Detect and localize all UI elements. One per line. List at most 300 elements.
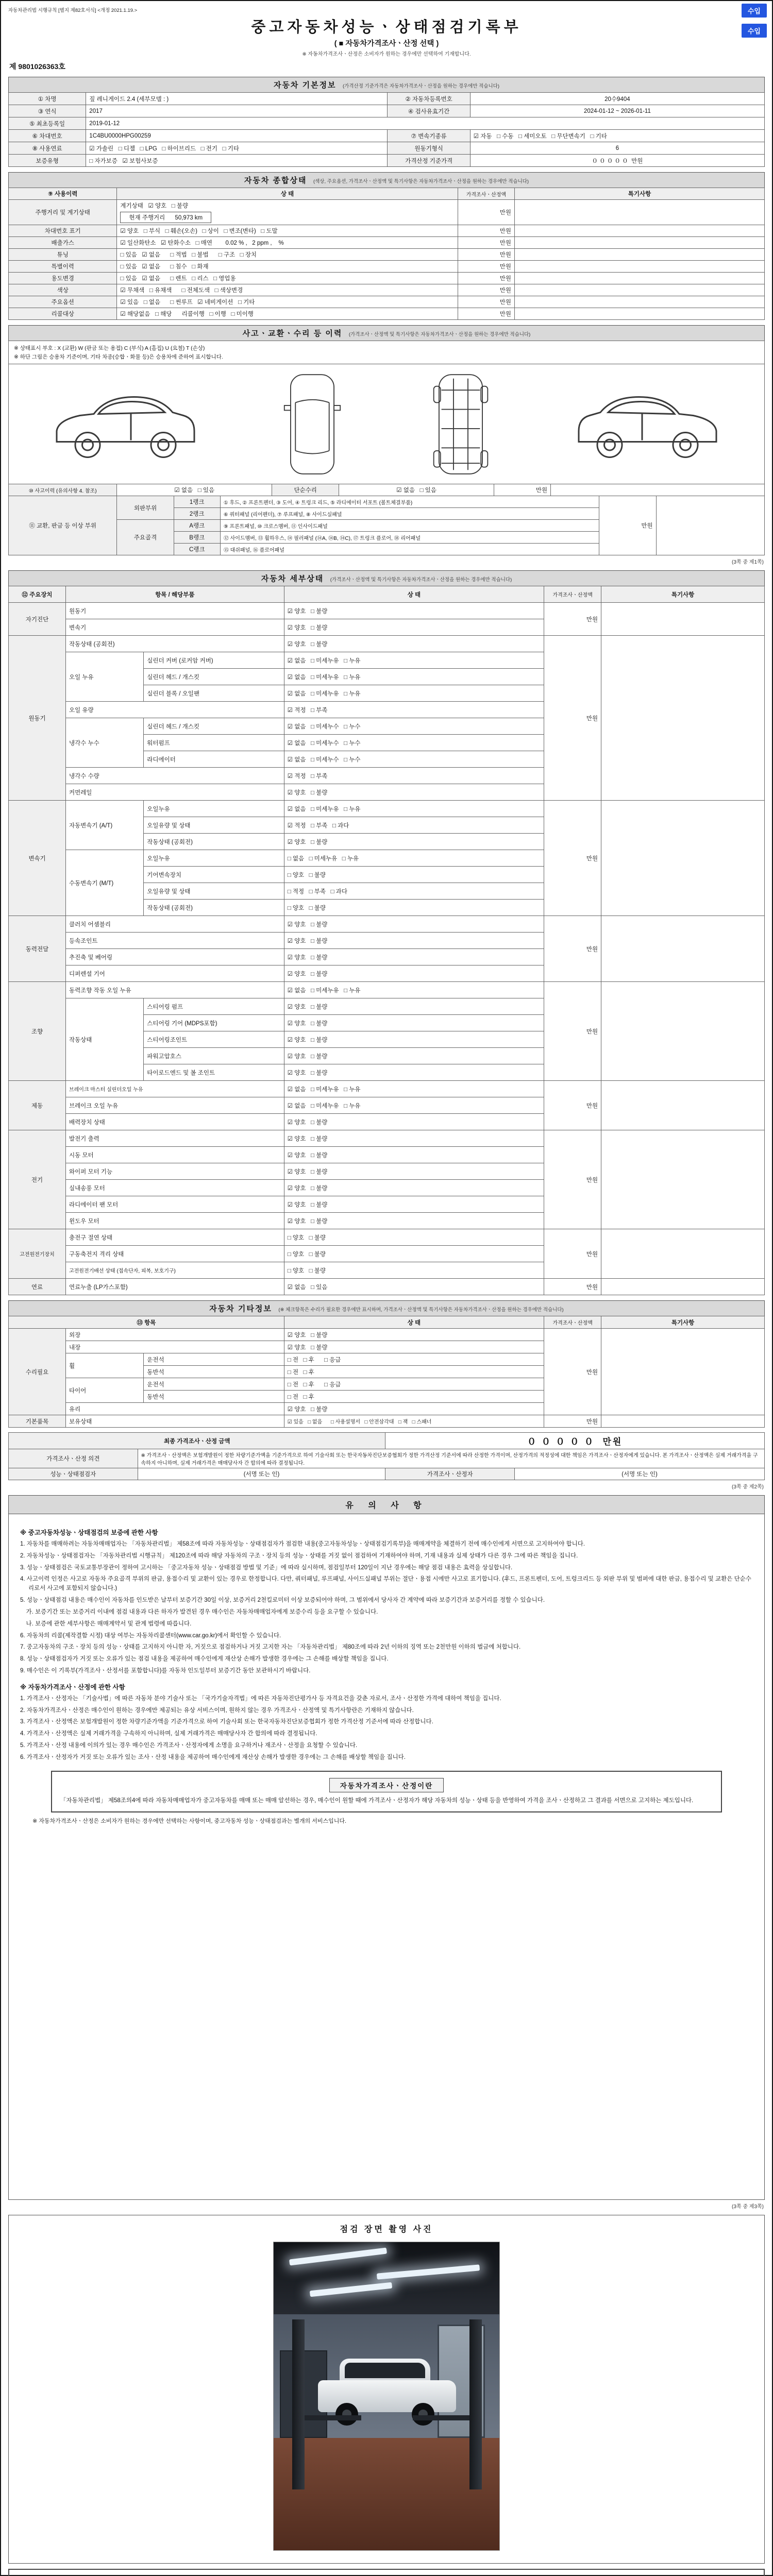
odometer-box: 현재 주행거리 50,973 km	[120, 212, 211, 223]
cell	[514, 200, 764, 225]
cell: 만원	[544, 1130, 601, 1229]
color-status: ☑ 무채색 □ 유채색 □ 전체도색 □ 색상변경	[117, 284, 458, 296]
cell: ⑨ 프론트패널, ⑩ 크로스멤버, ⑪ 인사이드패널	[220, 520, 599, 532]
cell: 실린더 헤드 / 개스킷	[144, 669, 284, 685]
cell	[601, 603, 765, 636]
form-header	[8, 15, 765, 57]
cell: ☑ 양호 □ 불량	[284, 933, 544, 949]
cell: 운전석	[144, 1378, 284, 1391]
inspector-signature: (서명 또는 인)	[138, 1468, 385, 1480]
cell: ⑫ 주요장치	[9, 586, 66, 603]
emission-status: ☑ 일산화탄소 ☑ 탄화수소 □ 매연 0.02 % , 2 ppm , %	[117, 237, 458, 249]
cell: 가격조사ㆍ산정 의견	[9, 1449, 138, 1468]
transmission-type: ☑ 자동 □ 수동 □ 세미오토 □ 무단변속기 □ 기타	[470, 130, 764, 142]
pricing-items	[20, 1694, 753, 1762]
cell: ☑ 양호 □ 불량	[284, 1064, 544, 1081]
cell: ☑ 없음 □ 미세누유 □ 누유	[284, 669, 544, 685]
cell: 주요골격	[117, 520, 174, 555]
photo-floor	[274, 2438, 500, 2551]
cell: 배출가스	[9, 237, 117, 249]
cell: ☑ 양호 □ 불량	[284, 1031, 544, 1048]
cell: ☑ 없음 □ 미세누수 □ 누수	[284, 751, 544, 768]
vin-marking-status: ☑ 양호 □ 부식 □ 훼손(오손) □ 상이 □ 변조(변타) □ 도말	[117, 225, 458, 237]
notices-title: 유 의 사 항	[9, 1496, 764, 1514]
cell: 배력장치 상태	[65, 1114, 284, 1130]
cell: 실린더 블록 / 오일팬	[144, 685, 284, 702]
import-badge[interactable]: 수입	[742, 4, 767, 18]
photo-lift-post-right	[469, 2319, 482, 2489]
cell	[601, 1229, 765, 1279]
cell: 만원	[544, 603, 601, 636]
cell: 기본품목	[9, 1415, 66, 1428]
basic-info-table	[8, 92, 765, 167]
cell: ☑ 양호 □ 불량	[284, 1403, 544, 1415]
photo-lift-arm-right	[413, 2415, 469, 2420]
page-marker-2: (3쪽 중 제2쪽)	[732, 1484, 764, 1490]
cell: 충전구 절연 상태	[65, 1229, 284, 1246]
cell: ☑ 양호 □ 불량	[284, 1341, 544, 1353]
cell: 가격산정 기준가격	[388, 155, 470, 167]
cell: 원동기형식	[388, 142, 470, 155]
special-history: □ 있음 ☑ 없음 □ 침수 □ 화재	[117, 261, 458, 273]
vin: 1C4BU0000HPG00259	[86, 130, 388, 142]
document-number: 제 9801026363호	[9, 62, 65, 71]
vehicle-name: 짚 레니게이드 2.4 (세부모델 : )	[86, 93, 388, 105]
cell: 만원	[544, 1329, 601, 1415]
cell: 만원	[544, 1415, 601, 1428]
cell: ⑬ 항목	[9, 1316, 284, 1329]
cell: ⑥ 쿼터패널 (리어펜더), ⑦ 루프패널, ⑧ 사이드실패널	[220, 508, 599, 520]
cell: 1랭크	[174, 496, 220, 508]
cell: 유리	[65, 1403, 284, 1415]
cell: 만원	[544, 1081, 601, 1130]
cell: 동력전달	[9, 916, 66, 982]
cell: 파워고압호스	[144, 1048, 284, 1064]
cell: 만원	[544, 1279, 601, 1295]
cell	[601, 1329, 765, 1415]
cell: 성능ㆍ상태점검자	[9, 1468, 138, 1480]
notice-line: 2. 자동차가격조사ㆍ산정은 매수인이 원하는 경우에만 제공되는 유상 서비스이며, 원하지 않는 경우 가격조사ㆍ산정액 및 특기사항란은 기재하지 않습니다.	[20, 1707, 414, 1714]
cell: 윈도우 모터	[65, 1213, 284, 1229]
cell: ☑ 양호 □ 불량	[284, 1180, 544, 1196]
section-note-etc: (※ 체크항목은 수리가 필요한 경우에만 표시하며, 가격조사ㆍ산정액 및 특기사항은 자동차가격조사ㆍ산정을 원하는 경우에만 적습니다)	[278, 1307, 564, 1313]
cell: □ 양호 □ 불량	[284, 867, 544, 883]
cell: 브레이크 오일 누유	[65, 1097, 284, 1114]
cell: 만원	[458, 261, 514, 273]
cell: B랭크	[174, 532, 220, 544]
cell: □ 전 □ 후	[284, 1366, 544, 1378]
base-price: ０ ０ ０ ０ ０ 만원	[470, 155, 764, 167]
cell: 연료	[9, 1279, 66, 1295]
cell: 오일유량 및 상태	[144, 817, 284, 834]
cell: ☑ 양호 □ 불량	[284, 636, 544, 652]
cell: ⑨ 사용이력	[9, 188, 117, 200]
cell: 원동기	[65, 603, 284, 619]
pricing-definition-note: ※ 자동차가격조사ㆍ산정은 소비자가 원하는 경우에만 선택하는 사항이며, 중고자동차 성능ㆍ상태점검과는 별개의 서비스입니다.	[32, 1818, 347, 1825]
photo-car-wheel-front	[335, 2403, 358, 2426]
cell: 시동 모터	[65, 1147, 284, 1163]
cell: ⑧ 사용연료	[9, 142, 86, 155]
photo-lift-post-left	[292, 2319, 305, 2489]
cell: 스티어링 기어 (MDPS포함)	[144, 1015, 284, 1031]
cell: 수리필요	[9, 1329, 66, 1415]
cell: ☑ 없음 □ 있음	[284, 1279, 544, 1295]
cell: 만원	[599, 496, 656, 555]
cell: 고전원전기장치	[9, 1229, 66, 1279]
cell: C랭크	[174, 544, 220, 555]
cell: 등속조인트	[65, 933, 284, 949]
appraiser-signature: (서명 또는 인)	[514, 1468, 764, 1480]
cell: 워터펌프	[144, 735, 284, 751]
cell: 타이어	[65, 1378, 143, 1403]
cell	[601, 916, 765, 982]
cell: 튜닝	[9, 249, 117, 261]
cell: 만원	[458, 237, 514, 249]
inspection-validity: 2024-01-12 ~ 2026-01-11	[470, 105, 764, 117]
cell: ③ 연식	[9, 105, 86, 117]
section-bar-overall	[8, 172, 765, 188]
cell: ☑ 양호 □ 불량	[284, 1196, 544, 1213]
cell: ② 자동차등록번호	[388, 93, 470, 105]
recall-status: ☑ 해당없음 □ 해당 리콜이행 □ 이행 □ 미이행	[117, 308, 458, 320]
form-subnote: ※ 자동차가격조사ㆍ산정은 소비자가 원하는 경우에만 선택하여 기재합니다.	[302, 52, 471, 57]
accident-legend-note: ※ 하단 그림은 승용차 기준이며, 기타 차종(승합ㆍ화물 등)은 승용차에 준하여 표시합니다.	[14, 354, 223, 360]
cell: 동반석	[144, 1366, 284, 1378]
warranty-items	[20, 1540, 753, 1676]
odometer-status: 계기상태 ☑ 양호 □ 불량 현재 주행거리 50,973 km	[117, 200, 458, 225]
cell: 냉각수 수량	[65, 768, 284, 784]
cell: □ 양호 □ 불량	[284, 1229, 544, 1246]
etc-info-table	[8, 1316, 765, 1428]
cell	[601, 1130, 765, 1229]
cell: ☑ 없음 □ 미세누유 □ 누유	[284, 652, 544, 669]
cell: ☑ 양호 □ 불량	[284, 1130, 544, 1147]
cell	[514, 225, 764, 237]
main-options: ☑ 있음 □ 없음 □ 썬루프 ☑ 네비게이션 □ 기타	[117, 296, 458, 308]
cell: 구동축전지 격리 상태	[65, 1246, 284, 1262]
section-bar-basic	[8, 77, 765, 93]
cell: 만원	[544, 982, 601, 1081]
cell: 추진축 및 베어링	[65, 949, 284, 965]
notice-line: 2. 자동차성능ㆍ상태점검자는 「자동차관리법 시행규칙」 제120조에 따라 해당 자동차의 구조ㆍ장치 등의 성능ㆍ상태를 거짓 없이 점검하여 기재하여야 하며, 기재 내용과 실제 상태가 다른 경우 그에 따른 책임을 집니다.	[20, 1552, 578, 1559]
accident-legend-codes: ※ 상태표시 부호 : X (교환) W (판금 또는 용접) C (부식) A (흠집) U (요철) T (손상)	[14, 345, 205, 351]
car-top-view-diagram	[274, 369, 351, 480]
cell: 자기진단	[9, 603, 66, 636]
cell: 상 태	[284, 586, 544, 603]
cell: ⑤ 최초등록일	[9, 117, 86, 130]
cell: 변속기	[9, 801, 66, 916]
cell: 만원	[458, 225, 514, 237]
cell: ☑ 양호 □ 불량	[284, 916, 544, 933]
cell: 주행거리 및 계기상태	[9, 200, 117, 225]
cell: 특별이력	[9, 261, 117, 273]
cell: ☑ 없음 □ 미세누유 □ 누유	[284, 982, 544, 998]
photo-lift-arm-left	[305, 2415, 361, 2420]
section-title-etc: 자동차 기타정보	[209, 1304, 272, 1313]
cell: 스티어링 펌프	[144, 998, 284, 1015]
cell: 수동변속기 (M/T)	[65, 850, 143, 916]
cell: ☑ 없음 □ 미세누수 □ 누수	[284, 718, 544, 735]
cell: 항목 / 해당부품	[65, 586, 284, 603]
cell: 변속기	[65, 619, 284, 636]
cell: 보증유형	[9, 155, 86, 167]
final-price-table	[8, 1432, 765, 1480]
pricing-definition-text: 「자동차관리법」 제58조의4에 따라 자동차매매업자가 중고자동차를 매매 또는 매매 알선하는 경우, 매수인이 원할 때에 가격조사ㆍ산정자가 해당 자동차의 성능ㆍ상태 등을 반영하여 가격을 조사ㆍ산정하고 그 결과를 서면으로 고지하는 제도입니다.	[60, 1797, 694, 1804]
cell: 만원	[494, 484, 550, 496]
cell: □ 전 □ 후 □ 응급	[284, 1378, 544, 1391]
cell: 오일유량 및 상태	[144, 883, 284, 900]
cell: 주요옵션	[9, 296, 117, 308]
cell: ☑ 양호 □ 불량	[284, 1163, 544, 1180]
inspection-photo	[273, 2242, 500, 2551]
cell	[656, 496, 764, 555]
section-note-accident: (가격조사ㆍ산정액 및 특기사항은 자동차가격조사ㆍ산정을 원하는 경우에만 적습니다)	[348, 332, 531, 337]
notice-line: 가. 보증기간 또는 보증거리 이내에 점검 내용과 다른 하자가 발견된 경우 매수인은 자동차매매업자에게 보증수리 등을 요구할 수 있습니다.	[20, 1608, 378, 1615]
section-note-basic: (가격산정 기준가격은 자동차가격조사ㆍ산정을 원하는 경우에만 적습니다)	[343, 83, 500, 89]
car-side-view-left-diagram	[47, 372, 202, 476]
cell: ☑ 적정 □ 부족	[284, 768, 544, 784]
cell: 실린더 커버 (로커암 커버)	[144, 652, 284, 669]
notice-line: 3. 가격조사ㆍ산정액은 보험개발원이 정한 차량기준가액을 기준가격으로 하여 기술사회 또는 한국자동차진단보증협회가 정한 가격산정 기준서에 따라 산정합니다.	[20, 1719, 433, 1725]
cell	[514, 273, 764, 284]
cell	[514, 308, 764, 320]
cell	[514, 249, 764, 261]
pricing-opinion: ※ 가격조사ㆍ산정액은 보험개발원이 정한 차량기준가액을 기준가격으로 하여 기술사회 또는 한국자동차진단보증협회가 정한 가격산정 기준서에 따라 산정한 가격이며, 산정가격의 적정성에 대한 책임은 가격조사ㆍ산정자에게 있습니다. 본 가격조사ㆍ산정액은 실제 거래가격을 구속하지 아니하며, 실제 거래가격은 매매당사자 간 합의에 따라 결정됩니다.	[138, 1449, 765, 1468]
notice-line: 4. 사고이력 인정은 사고로 자동차 주요골격 부위의 판금, 용접수리 및 교환이 있는 경우로 한정합니다. 다만, 쿼터패널, 루프패널, 사이드실패널 부위는 절단ㆍ용접 시에만 사고로 표기합니다. (후드, 프론트펜더, 도어, 트렁크리드 등 외판 부위 및 범퍼에 대한 판금, 용접수리 및 교환은 단순수리로서 사고에 포함되지 않습니다.)	[20, 1576, 751, 1592]
cell: 가격조사ㆍ산정액	[544, 586, 601, 603]
usage-change: □ 있음 ☑ 없음 □ 렌트 □ 리스 □ 영업용	[117, 273, 458, 284]
cell: 냉각수 누수	[65, 718, 143, 768]
cell: 오일 유량	[65, 702, 284, 718]
cell: 가격조사ㆍ산정액	[544, 1316, 601, 1329]
section-note-overall: (색상, 주요옵션, 가격조사ㆍ산정액 및 특기사항은 자동차가격조사ㆍ산정을 원하는 경우에만 적습니다)	[313, 179, 529, 184]
cell: 만원	[544, 801, 601, 916]
cell: 만원	[458, 296, 514, 308]
section-bar-etc	[8, 1300, 765, 1316]
notice-line: 3. 성능ㆍ상태점검은 국토교통부장관이 정하여 고시하는 「중고자동차 성능ㆍ상태점검 방법 및 기준」에 따라 실시하며, 점검일부터 120일이 지난 경우에는 해당 점검 내용은 효력을 상실합니다.	[20, 1564, 513, 1571]
notice-line: 7. 중고자동차의 구조ㆍ장치 등의 성능ㆍ상태를 고지하지 아니한 자, 거짓으로 점검하거나 거짓 고지한 자는 「자동차관리법」 제80조에 따라 2년 이하의 징역 또는 2천만원 이하의 벌금에 처합니다.	[20, 1644, 521, 1651]
signature-section	[8, 2569, 765, 2576]
accident-history: ☑ 없음 □ 있음	[117, 484, 272, 496]
plate-number: 20수9404	[470, 93, 764, 105]
form-subtitle: ( ■ 자동차가격조사ㆍ산정 선택 )	[334, 40, 439, 48]
cell: 브레이크 마스터 실린더오일 누유	[65, 1081, 284, 1097]
pricing-heading: ※ 자동차가격조사ㆍ산정에 관한 사항	[20, 1683, 125, 1691]
cell: 연료누출 (LP가스포함)	[65, 1279, 284, 1295]
cell: 외판부위	[117, 496, 174, 520]
regulation-note: 자동차관리법 시행규칙 [별지 제82호서식] <개정 2021.1.19.>	[8, 8, 138, 13]
notice-line: 9. 매수인은 이 기록부(가격조사ㆍ산정서를 포함합니다)를 자동차 인도일부터 보증기간 동안 보관하시기 바랍니다.	[20, 1667, 311, 1674]
cell: 실린더 헤드 / 개스킷	[144, 718, 284, 735]
cell: ⑩ 사고이력 (유의사항 4. 참조)	[9, 484, 117, 496]
cell: ☑ 양호 □ 불량	[284, 1015, 544, 1031]
overall-condition-table	[8, 188, 765, 320]
cell: 만원	[458, 200, 514, 225]
cell: 스티어링조인트	[144, 1031, 284, 1048]
model-year: 2017	[86, 105, 388, 117]
cell: ⑪ 교환, 판금 등 이상 부위	[9, 496, 117, 555]
cell: 작동상태 (공회전)	[144, 834, 284, 850]
notices-section	[8, 1495, 765, 2200]
notice-line: 1. 가격조사ㆍ산정자는 「기술사법」에 따른 자동차 분야 기술사 또는 「국가기술자격법」에 따른 자동차진단평가사 등 자격요건을 갖춘 자로서, 조사ㆍ산정한 가격에 대하여 책임을 집니다.	[20, 1695, 501, 1702]
cell: ☑ 양호 □ 불량	[284, 1114, 544, 1130]
cell: 만원	[458, 273, 514, 284]
cell: 운전석	[144, 1353, 284, 1366]
cell: □ 전 □ 후	[284, 1391, 544, 1403]
cell: 만원	[458, 249, 514, 261]
cell: 작동상태	[65, 998, 143, 1081]
cell: ☑ 있음 □ 없음 □ 사용설명서 □ 안전삼각대 □ 잭 □ 스패너	[284, 1415, 544, 1428]
cell: 만원	[544, 636, 601, 801]
cell: 커먼레일	[65, 784, 284, 801]
pricing-definition-title: 자동차가격조사ㆍ산정이란	[329, 1778, 444, 1792]
cell: 오일 누유	[65, 652, 143, 702]
import-badge-2[interactable]: 수입	[742, 24, 767, 38]
form-title: 중고자동차성능ㆍ상태점검기록부	[251, 19, 522, 36]
cell: 리콜대상	[9, 308, 117, 320]
photo-section	[8, 2215, 765, 2564]
cell: 작동상태 (공회전)	[65, 636, 284, 652]
cell: 조향	[9, 982, 66, 1081]
cell: □ 없음 □ 미세누유 □ 누유	[284, 850, 544, 867]
cell: ☑ 양호 □ 불량	[284, 1048, 544, 1064]
cell: 단순수리	[272, 484, 339, 496]
cell: □ 양호 □ 불량	[284, 1262, 544, 1279]
cell: 내장	[65, 1341, 284, 1353]
cell: ☑ 없음 □ 미세누유 □ 누유	[284, 801, 544, 817]
cell: ④ 검사유효기간	[388, 105, 470, 117]
cell: ☑ 없음 □ 미세누유 □ 누유	[284, 685, 544, 702]
page-marker-3: (3쪽 중 제3쪽)	[732, 2204, 764, 2210]
cell: 디퍼렌셜 기어	[65, 965, 284, 982]
cell: ☑ 양호 □ 불량	[284, 965, 544, 982]
cell: 동반석	[144, 1391, 284, 1403]
notice-line: 6. 가격조사ㆍ산정자가 거짓 또는 오류가 있는 조사ㆍ산정 내용을 제공하여 매수인에게 재산상 손해가 발생한 경우에는 그 손해를 배상할 책임을 집니다.	[20, 1754, 406, 1760]
cell: ☑ 양호 □ 불량	[284, 1213, 544, 1229]
car-side-view-right-diagram	[571, 372, 726, 476]
cell: 만원	[458, 284, 514, 296]
cell	[514, 284, 764, 296]
cell: 와이퍼 모터 기능	[65, 1163, 284, 1180]
notice-line: 5. 가격조사ㆍ산정 내용에 이의가 있는 경우 매수인은 가격조사ㆍ산정자에게 소명을 요구하거나 재조사ㆍ산정을 요청할 수 있습니다.	[20, 1742, 358, 1749]
cell: 보유상태	[65, 1415, 284, 1428]
cell: 만원	[544, 1229, 601, 1279]
cell: 타이로드엔드 및 볼 조인트	[144, 1064, 284, 1081]
cell: 작동상태 (공회전)	[144, 900, 284, 916]
cell: 상 태	[284, 1316, 544, 1329]
cell: □ 양호 □ 불량	[284, 1246, 544, 1262]
cell: 동력조향 작동 오일 누유	[65, 982, 284, 998]
final-price: ０ ０ ０ ０ ０ 만원	[385, 1433, 765, 1449]
cell: 특기사항	[601, 1316, 765, 1329]
cell	[601, 801, 765, 916]
cell: □ 양호 □ 불량	[284, 900, 544, 916]
pricing-definition-box	[51, 1771, 722, 1813]
cell	[601, 1279, 765, 1295]
tuning-status: □ 있음 ☑ 없음 □ 적법 □ 불법 □ 구조 □ 장치	[117, 249, 458, 261]
cell: ☑ 양호 □ 불량	[284, 834, 544, 850]
simple-repair: ☑ 없음 □ 있음	[339, 484, 494, 496]
cell: 라디에이터	[144, 751, 284, 768]
cell: ① 차명	[9, 93, 86, 105]
cell: 실내송풍 모터	[65, 1180, 284, 1196]
cell: ☑ 양호 □ 불량	[284, 1147, 544, 1163]
cell: 기어변속장치	[144, 867, 284, 883]
cell: 클러치 어셈블리	[65, 916, 284, 933]
cell: 원동기	[9, 636, 66, 801]
cell: ① 후드, ② 프론트펜더, ③ 도어, ④ 트렁크 리드, ⑤ 라디에이터 서포트 (볼트체결부품)	[220, 496, 599, 508]
cell: 가격조사ㆍ산정액	[458, 188, 514, 200]
cell: 고전원전기배선 상태 (접속단자, 피복, 보호기구)	[65, 1262, 284, 1279]
cell: 2랭크	[174, 508, 220, 520]
engine-type: 6	[470, 142, 764, 155]
cell	[601, 982, 765, 1081]
section-note-detail: (가격조사ㆍ산정액 및 특기사항은 자동차가격조사ㆍ산정을 원하는 경우에만 적습니다)	[330, 577, 512, 583]
cell: 특기사항	[601, 586, 765, 603]
cell: ☑ 양호 □ 불량	[284, 784, 544, 801]
cell	[514, 296, 764, 308]
section-title-basic: 자동차 기본정보	[273, 81, 337, 90]
cell: ⑦ 변속기종류	[388, 130, 470, 142]
cell: 특기사항	[514, 188, 764, 200]
fuel-type: ☑ 가솔린 □ 디젤 □ LPG □ 하이브리드 □ 전기 □ 기타	[86, 142, 388, 155]
cell	[601, 636, 765, 801]
section-bar-detail	[8, 570, 765, 586]
cell: ⑥ 차대번호	[9, 130, 86, 142]
accident-history-table	[8, 484, 765, 496]
section-title-detail: 자동차 세부상태	[261, 574, 324, 583]
photo-title: 점검 장면 촬영 사진	[340, 2225, 433, 2234]
cell: 라디에이터 팬 모터	[65, 1196, 284, 1213]
cell: ☑ 양호 □ 불량	[284, 603, 544, 619]
cell: ☑ 적정 □ 부족	[284, 702, 544, 718]
cell: ☑ 없음 □ 미세누유 □ 누유	[284, 1081, 544, 1097]
notice-line: 6. 자동차의 리콜(제작결함 시정) 대상 여부는 자동차리콜센터(www.car.go.kr)에서 확인할 수 있습니다.	[20, 1632, 281, 1639]
cell: 자동변속기 (A/T)	[65, 801, 143, 850]
cell: ⑮ 대쉬패널, ⑯ 플로어패널	[220, 544, 599, 555]
cell: 용도변경	[9, 273, 117, 284]
page-marker-1: (3쪽 중 제1쪽)	[732, 560, 764, 565]
cell	[514, 237, 764, 249]
panel-rank-table	[8, 496, 765, 555]
cell	[601, 1415, 765, 1428]
cell: □ 적정 □ 부족 □ 과다	[284, 883, 544, 900]
notice-line: 1. 자동차를 매매하려는 자동차매매업자는 「자동차관리법」 제58조에 따라 자동차성능ㆍ상태점검자가 점검한 내용(중고자동차성능ㆍ상태점검기록부)을 매매계약을 체결하기 전에 매수인에게 서면으로 고지하여야 합니다.	[20, 1541, 585, 1547]
notice-line: 4. 가격조사ㆍ산정액은 실제 거래가격을 구속하지 아니하며, 실제 거래가격은 매매당사자 간 합의에 따라 결정됩니다.	[20, 1731, 317, 1737]
cell: 오일누유	[144, 801, 284, 817]
cell: A랭크	[174, 520, 220, 532]
notices-body	[9, 1514, 764, 2199]
cell: □ 전 □ 후 □ 응급	[284, 1353, 544, 1366]
warranty-heading: ※ 중고자동차성능ㆍ상태점검의 보증에 관한 사항	[20, 1529, 158, 1536]
cell: 발전기 출력	[65, 1130, 284, 1147]
cell: ☑ 없음 □ 미세누수 □ 누수	[284, 735, 544, 751]
cell: 만원	[544, 916, 601, 982]
notice-line: 8. 성능ㆍ상태점검자가 거짓 또는 오류가 있는 점검 내용을 제공하여 매수인에게 재산상 손해가 발생한 경우에는 그 손해를 배상할 책임을 집니다.	[20, 1656, 389, 1663]
section-bar-accident	[8, 325, 765, 341]
cell: 오일누유	[144, 850, 284, 867]
cell: 제동	[9, 1081, 66, 1130]
notice-line: 5. 성능ㆍ상태점검 내용은 매수인이 자동차를 인도받은 날부터 보증기간 30일 이상, 보증거리 2천킬로미터 이상 보증되어야 하며, 그 범위에서 당사자 간 계약에 따라 보증기간과 보증거리를 정할 수 있습니다.	[20, 1597, 545, 1604]
cell	[601, 1081, 765, 1130]
notice-line: 나. 보증에 관한 세부사항은 매매계약서 및 관계 법령에 따릅니다.	[20, 1620, 192, 1627]
photo-car-window	[345, 2363, 425, 2378]
cell: ☑ 양호 □ 불량	[284, 949, 544, 965]
cell: 휠	[65, 1353, 143, 1378]
section-title-accident: 사고ㆍ교환ㆍ수리 등 이력	[242, 329, 343, 338]
cell: 색상	[9, 284, 117, 296]
detail-condition-table	[8, 586, 765, 1295]
